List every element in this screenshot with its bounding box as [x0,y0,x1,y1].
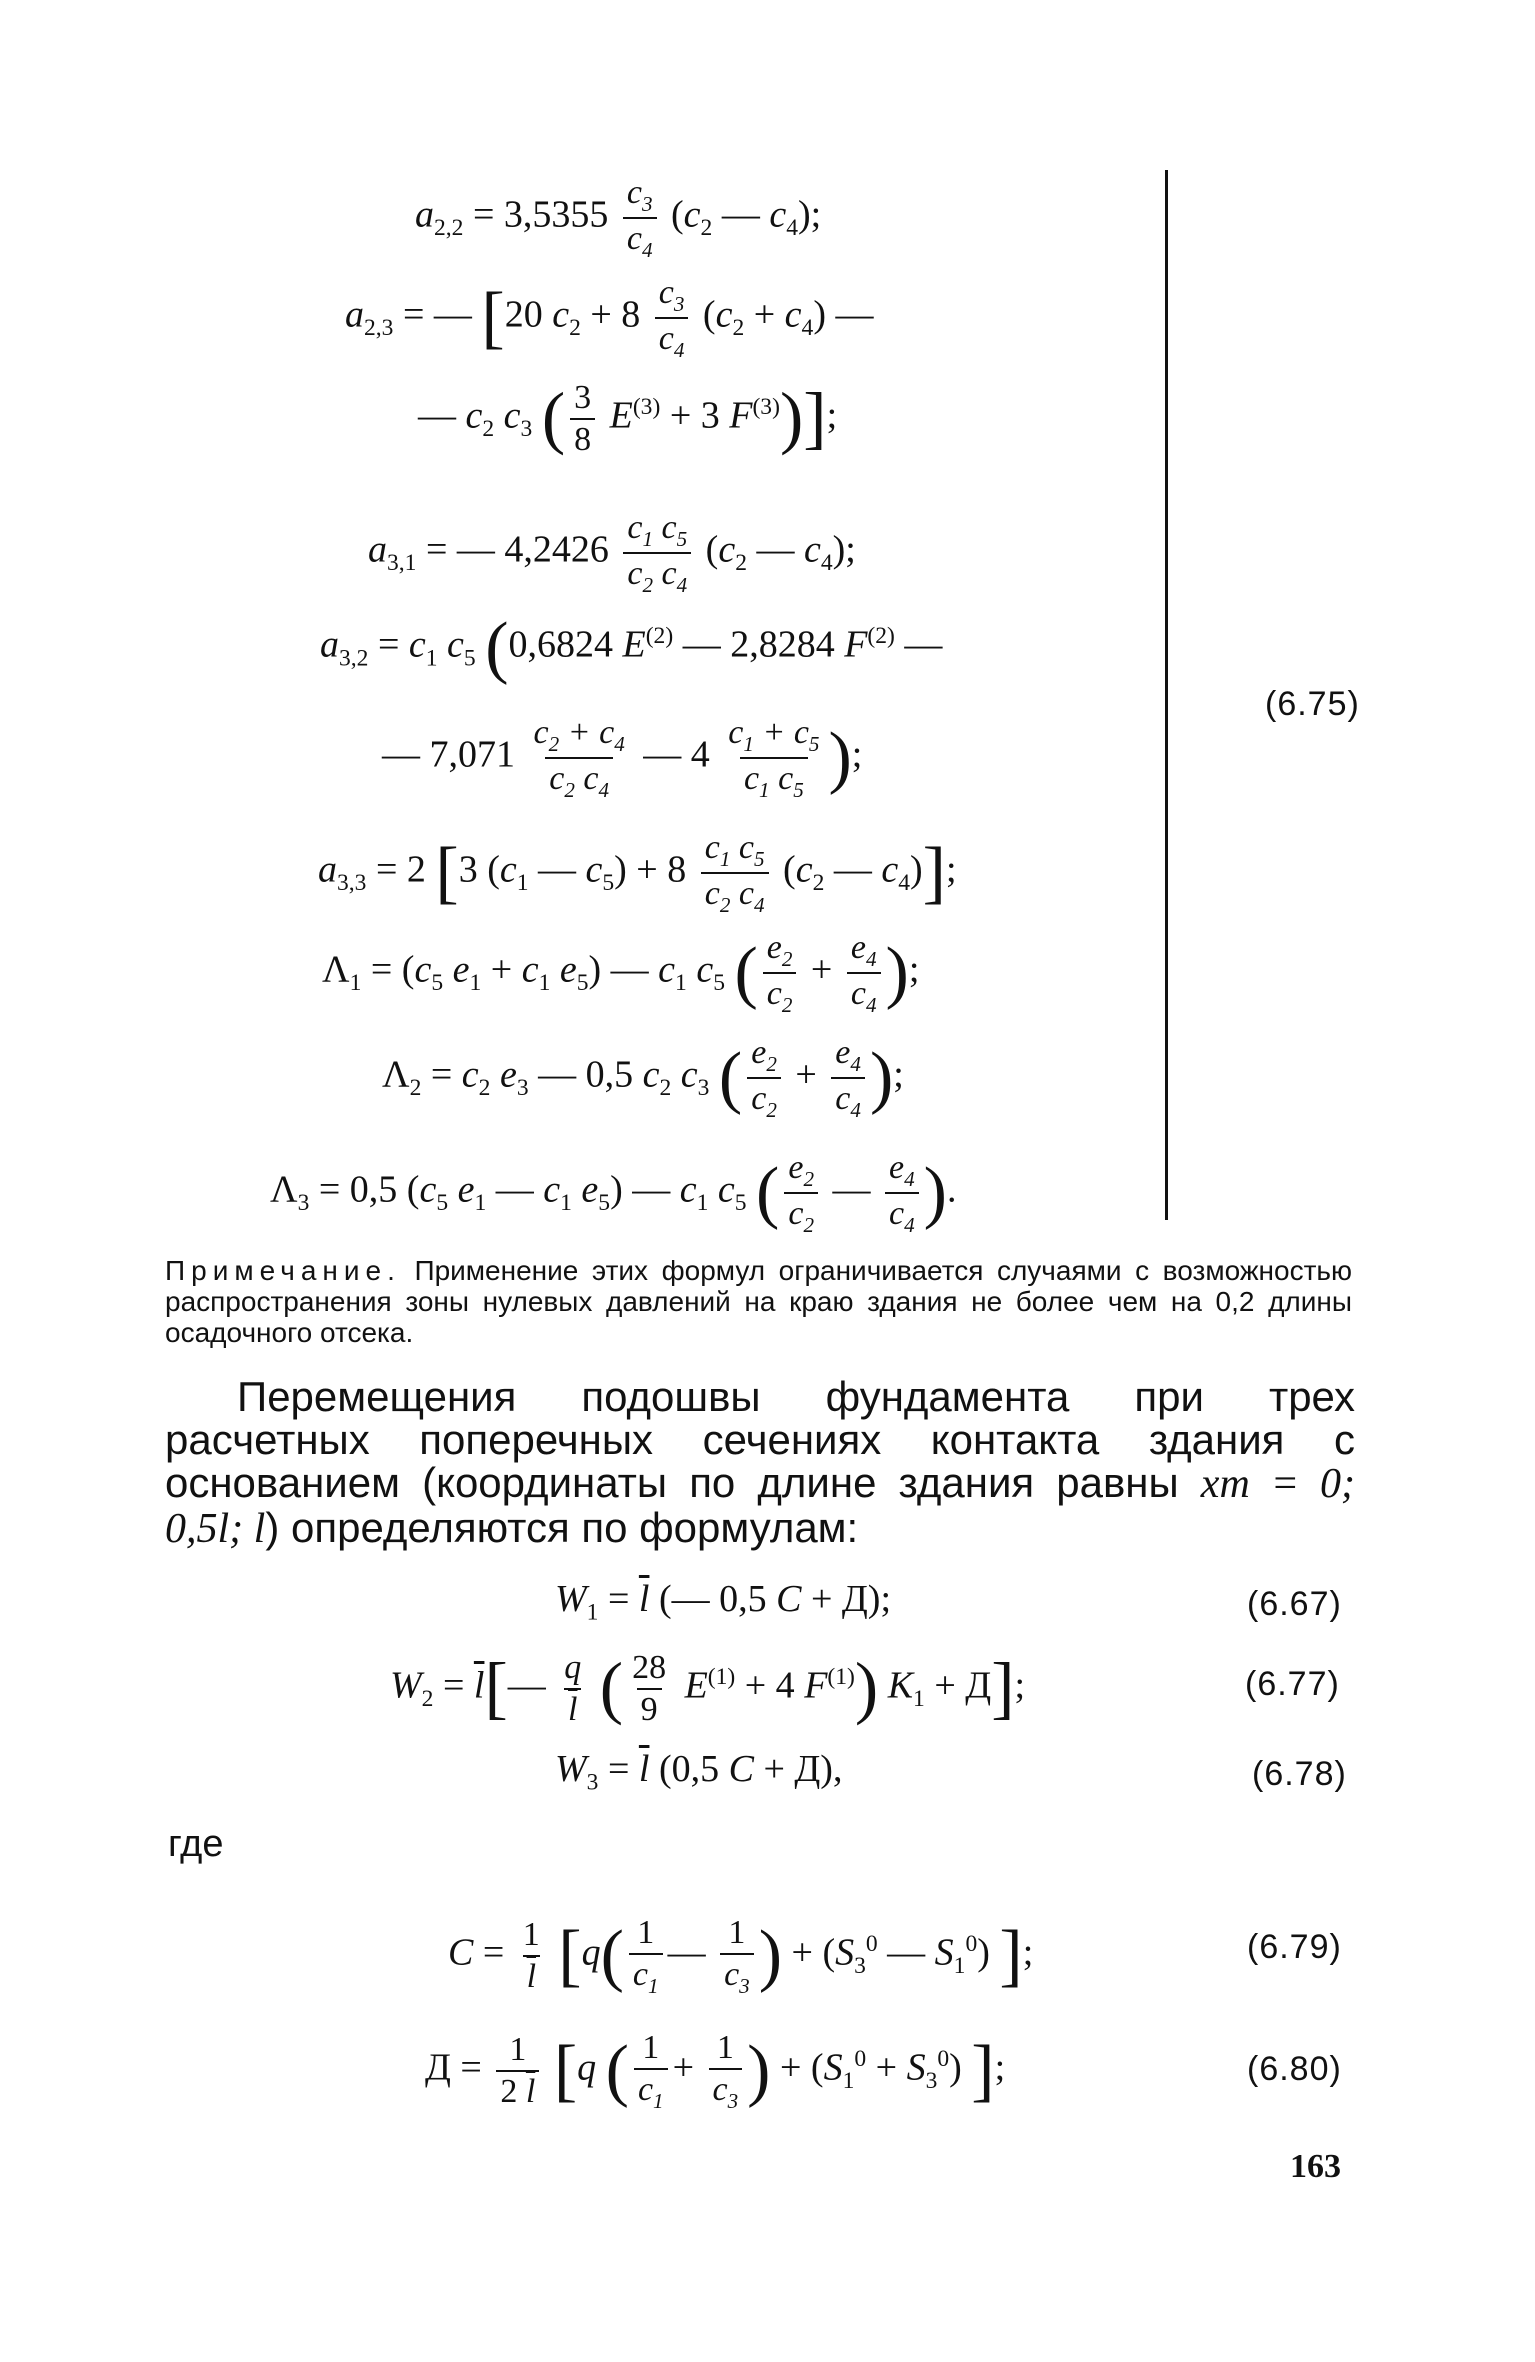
formula-w2-text: W2 = l̄ [− q/l̄ (28/9 E(1) + 4 F(1)) K1 + Д]; [177,2300,195,2301]
eq-line-8: Λ1 = (c5 e1 + c1 e5) − c1 c5 (e2/c2 + e4/c4); [113,2300,133,2301]
equation-a32-line1: $a_{3,2} = c_1$ $c_5$ (0,6824 $E^{(2)}$ — 2,8284 $F^{(2)}$ — [320,609,943,686]
formula-w1: $W_1 = \overline{l}$ (— 0,5 C + Д); [555,1578,892,1626]
equation-a33: $a_{3,3} = 2$ [3 ($c_1$ — $c_5) + 8$ $\frac{c_1 c_5}{c_2 c_4}$ ($c_2$ — $c_4$)]; [318,829,957,917]
equation-lambda3: $\Lambda_3 = 0,5$ ($c_5$ $e_1$ — $c_1$ $e_5$) — $c_1$ $c_5$ ( $\frac{e_2}{c_2}$ — $\frac{e_4}{c_4}$ ). [270,1149,957,1237]
equation-number-6-78: (6.78) [1252,1755,1347,1793]
formula-w1-text: W1 = l̄ (− 0,5 C + Д); [168,2300,177,2301]
equation-number-6-79: (6.79) [1247,1928,1342,1966]
eq-line-2: a2,3 = − [20 c2 + 8 (c3/c4) (c2 + c4) − [13,2300,29,2301]
body-paragraph [165,1375,1355,1551]
formula-w3-text: W3 = l̄ (0,5 C + Д), [194,2300,203,2301]
formula-text-copies [0,2300,1535,2340]
equation-number-6-77: (6.77) [1245,1665,1340,1703]
formula-w3: $W_3 = \overline{l}$ (0,5 C + Д), [555,1748,843,1796]
note [165,1255,1352,1348]
equation-number-6-67: (6.67) [1247,1585,1342,1623]
eq-line-1: a2,2 = 3,5355 (c3/c4) (c2 − c4); [0,2300,13,2301]
note-label: Примечание. [165,1255,401,1286]
eq-line-10: Λ3 = 0,5 (c5 e1 − c1 e5) − c1 c5 (e2/c2 − e4/c4). [148,2300,168,2301]
equation-a31: $a_{3,1}$ = — 4,2426 $\frac{c_1 c_5}{c_2 c_4}$ ($c_2$ — $c_4$); [368,509,856,597]
paragraph-text-end: ) определяются по формулам: [265,1504,859,1551]
eq-line-9: Λ2 = c2 e3 − 0,5 c2 c3 (e2/c2 + e4/c4); [132,2300,148,2301]
where-word: где [168,1823,224,1865]
equation-number-6-80: (6.80) [1247,2050,1342,2088]
paragraph-formula: xm = 0; 0,5l; l [165,1461,1355,1552]
equation-a23-line1: $a_{2,3}$ = — [20 $c_2 + 8$ $\frac{c_3}{c_4}$ $(c_2 + c_4)$ — [345,274,874,362]
formula-d: Д = $\frac{1}{2 \overline{l}}$ [q ( $\frac{1}{c_1}$ + $\frac{1}{c_3}$ ) + $(S_1^0 + S_3^0)$ ]; [425,2029,1006,2113]
eq-line-5: a3,2 = c1 c5 (0,6824 E(2) − 2,8284 F(2) − [56,2300,74,2301]
equation-group-brace [1163,170,1168,1220]
equation-lambda1: $\Lambda_1 = (c_5$ $e_1 + c_1$ $e_5$) — $c_1$ $c_5$ ( $\frac{e_2}{c_2}$ + $\frac{e_4}{c_4}$ ); [322,929,920,1017]
formula-d-text: Д = 1/(2 l̄) [q (1/c1 + 1/c3) + (S1⁰ + S3⁰)]; [218,2300,236,2301]
paragraph-text-start: Перемещения подошвы фундамента при трех расчетных поперечных сечениях контакта здания с основанием (координаты по длине здания равны [165,1373,1355,1506]
equation-lambda2: $\Lambda_2 = c_2$ $e_3$ — 0,5 $c_2$ $c_3$ ( $\frac{e_2}{c_2}$ + $\frac{e_4}{c_4}$ ); [382,1034,904,1122]
eq-line-3: − c2 c3 (3/8 E(3) + 3 F(3))]; [28,2300,41,2301]
formula-c-text: C = 1/l̄ [q (1/c1 − 1/c3) + (S3⁰ − S1⁰)]; [202,2300,219,2301]
eq-line-7: a3,3 = 2 [3 (c1 − c5) + 8 (c1 c5 / c2 c4) (c2 − c4)]; [93,2300,114,2301]
eq-line-6: − 7,071 (c2 + c4)/(c2 c4) − 4 (c1 + c5)/(c1 c5)); [74,2300,94,2301]
page-number: 163 [1290,2148,1341,2185]
formula-c: C = $\frac{1}{l}$ [q( $\frac{1}{c_1}$ — $\frac{1}{c_3}$ ) + ($S_3^0$ — $S_1^0$) ]; [448,1914,1034,1998]
equation-number-6-75: (6.75) [1265,685,1360,723]
eq-line-4: a3,1 = − 4,2426 (c1 c5 / c2 c4) (c2 − c4); [40,2300,57,2301]
equation-a32-line2: — 7,071 $\frac{c_2 + c_4}{c_2 c_4}$ — 4 $\frac{c_1 + c_5}{c_1 c_5}$ ); [382,714,863,802]
equation-a22: $a_{2,2} = 3,5355$ $\frac{c_3}{c_4}$ ($c_2$ — $c_4$); [415,174,822,262]
note-text: Применение этих формул ограничивается случаями с возможностью распространения зоны нулевых давлений на краю здания не более чем на 0,2 длины осадочного отсека. [165,1255,1353,1348]
formula-w2: $W_2$ = $\overline{l}[—$ $\frac{q}{l}$ ( $\frac{28}{9}$ $E^{(1)} + 4$ $F^{(1)}$) $K_1 + Д$]; [390,1649,1026,1728]
equation-a23-line2: — $c_2$ $c_3$ ( $\frac{3}{8}$ $E^{(3)} + 3$ $F^{(3)}$)]; [418,379,838,458]
